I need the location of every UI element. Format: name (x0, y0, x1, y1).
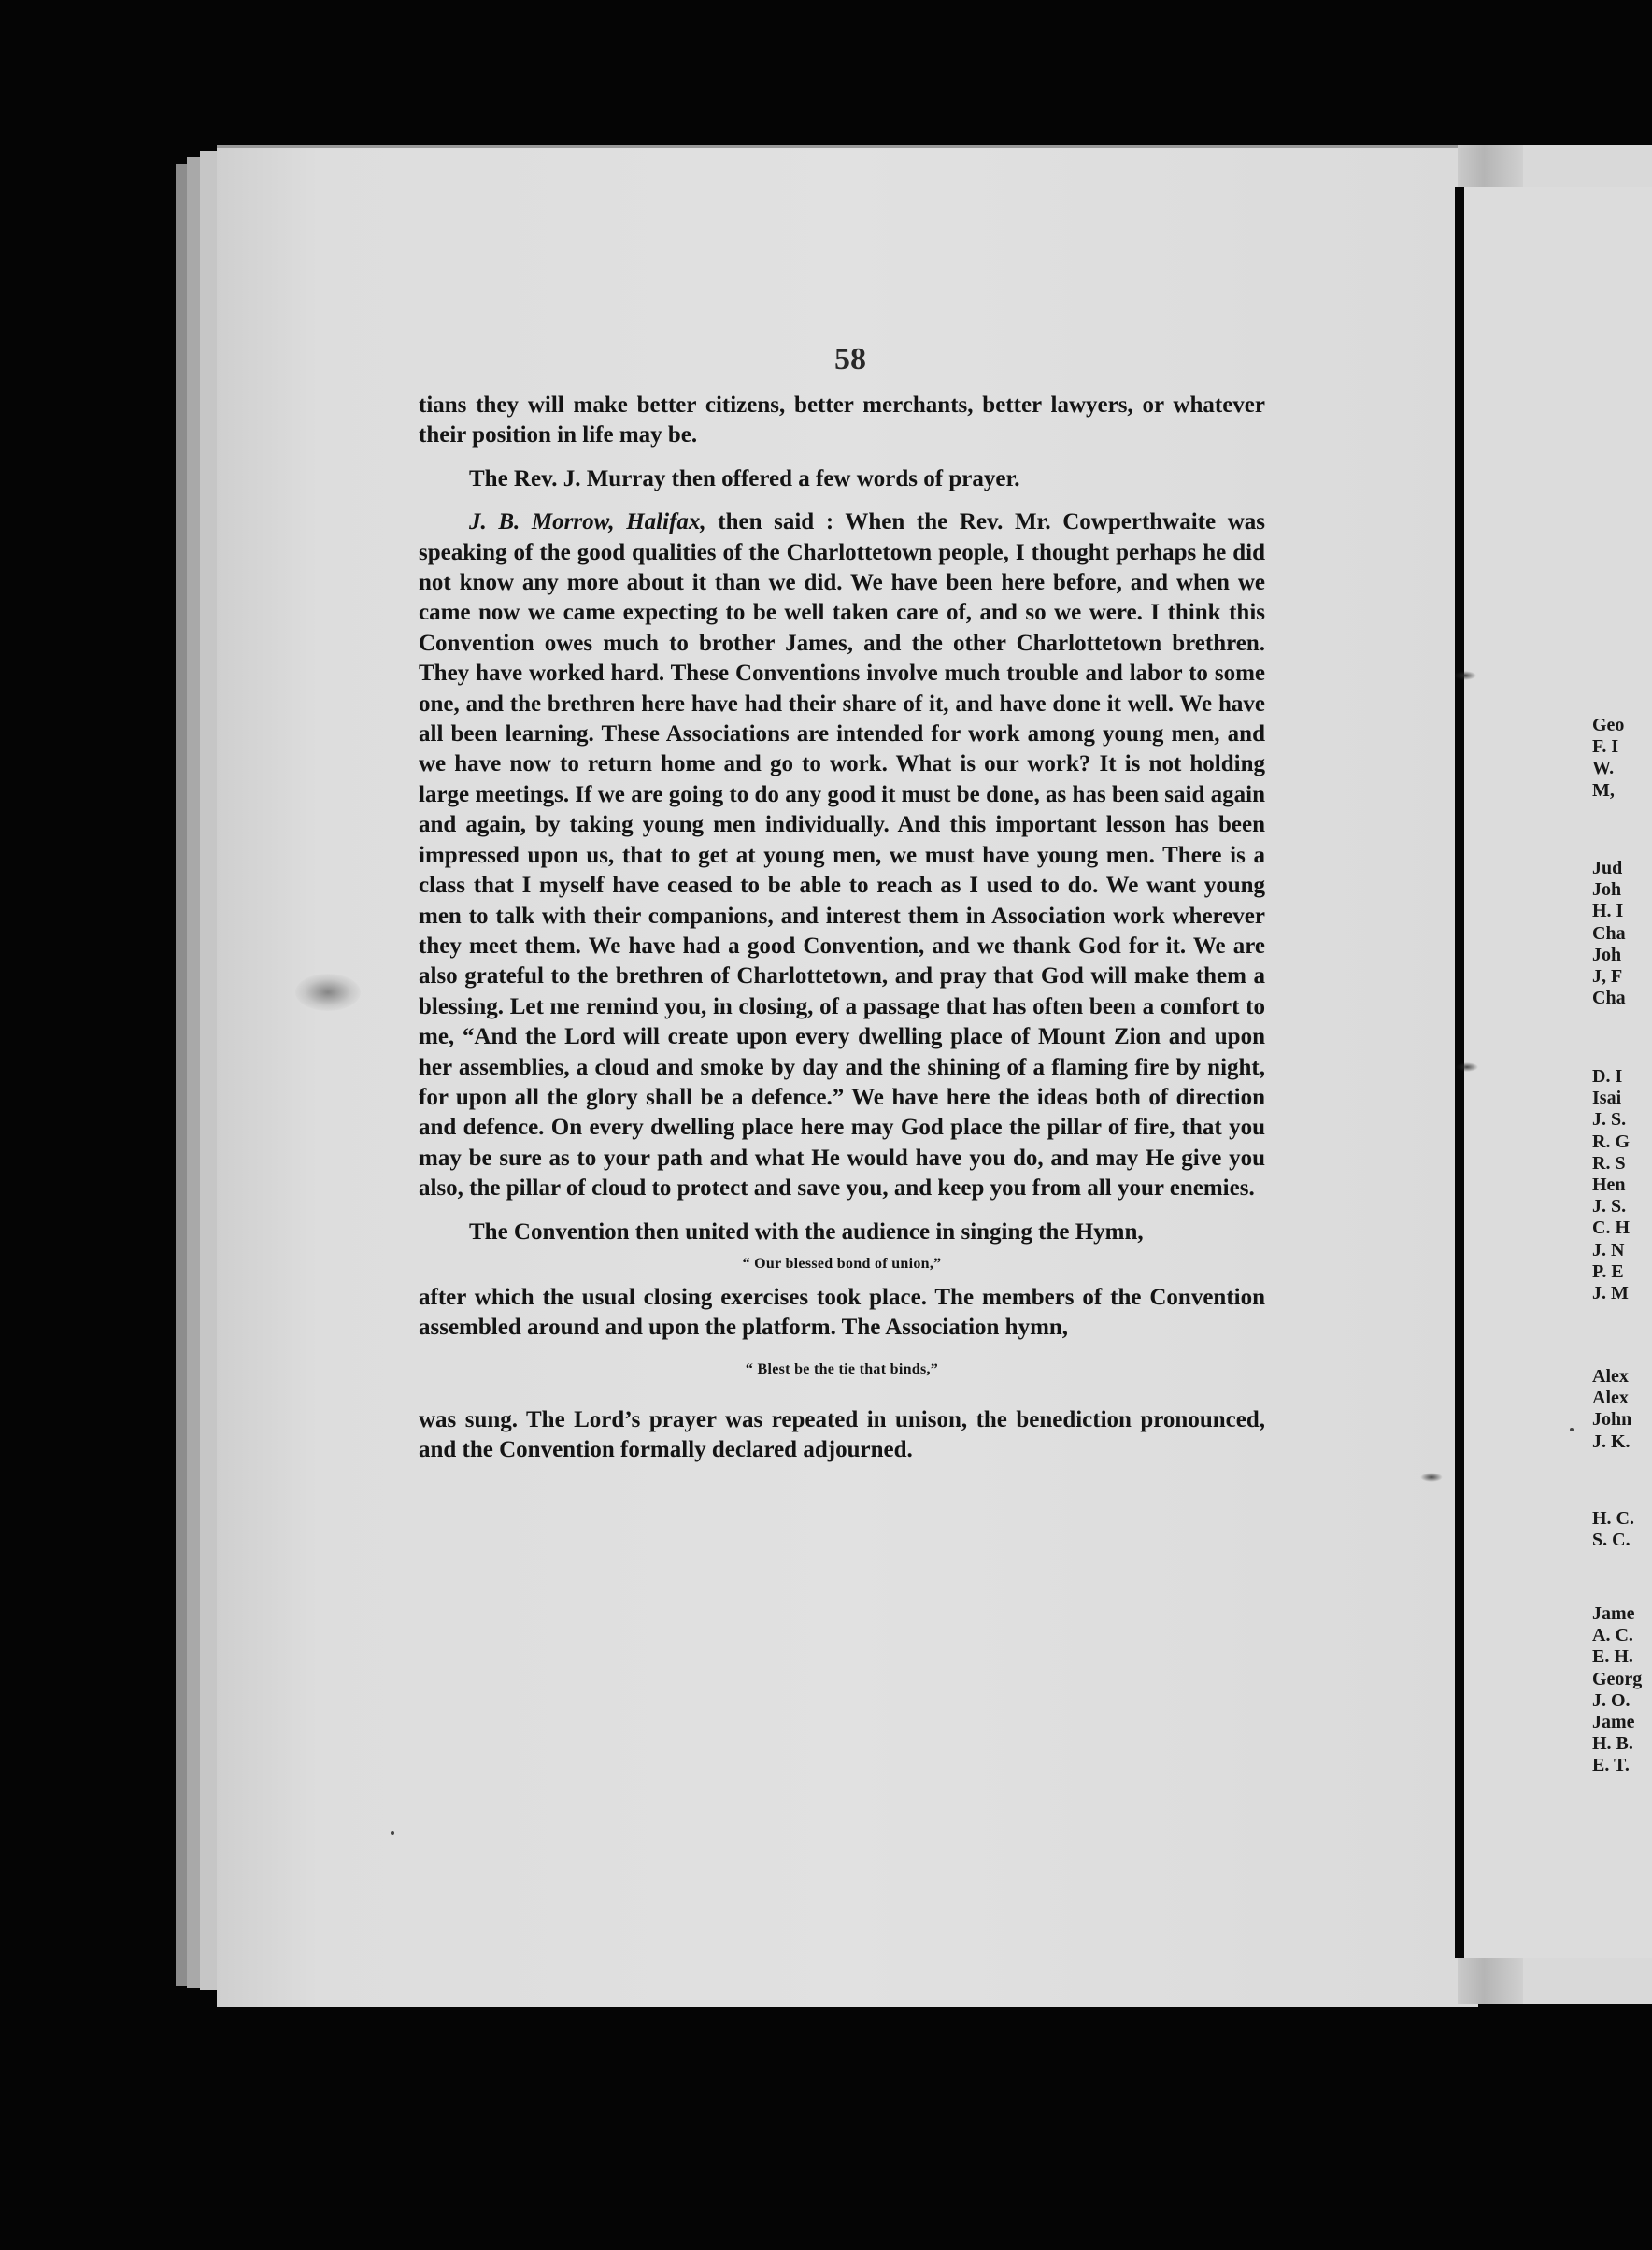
facing-line: J. S. (1592, 1109, 1627, 1131)
paragraph: The Rev. J. Murray then offered a few words of prayer. (469, 465, 1020, 491)
hymn-title: “ Our blessed bond of union,” (742, 1255, 942, 1272)
facing-line: Geo (1592, 715, 1625, 735)
speck (1570, 1428, 1574, 1431)
body-text (419, 391, 1265, 1466)
facing-line: E. T. (1592, 1755, 1630, 1776)
hymn-title: “ Blest be the tie that binds,” (745, 1360, 939, 1377)
ink-smudge (295, 974, 361, 1011)
facing-line: Isai (1592, 1088, 1622, 1109)
facing-line: J, F (1592, 966, 1623, 988)
facing-line: R. S (1592, 1152, 1626, 1174)
speech-text: then said : When the Rev. Mr. Cowperthwaite was speaking of the good qualities of the Charlottetown people, I thought perhaps he did not know any more about it than we did. We have been here before, and when we came now we came expecting to be well taken care of, and so we were. I think this Convention owes much to brother James, and the other Charlottetown brethren. They have worked hard. These Conventions involve much trouble and labor to some one, and the brethren here have had their share of it, and have done it well. We have all been learning. These Associations are intended for work among young men, and we have now to return home and go to work. What is our work? It is not holding large meetings. If we are going to do any good it must be done, as has been said again and again, by taking young men individually. And this important lesson has been impressed upon us, that to get at young men, we must have young men. There is a class that I myself have ceased to be able to reach as I used to do. We want young men to talk with their companions, and interest them in Association work wherever they meet them. We have had a good Convention, and we thank God for it. We are also grateful to the brethren of Charlottetown, and pray that God will make them a blessing. Let me remind you, in closing, of a passage that has often been a comfort to me, “And the Lord will create upon every dwelling place of Mount Zion and upon her assemblies, a cloud and smoke by day and the shining of a flaming fire by night, for upon all the glory shall be a defence.” We have here the ideas both of direction and defence. On every dwelling place here may God place the pillar of fire, that you may be sure as to your path and what He would have you do, and may He give you also, the pillar of cloud to protect and save you, and keep you from all your enemies. (419, 509, 1265, 1202)
facing-page-column (1592, 1508, 1652, 1551)
facing-line: C. H (1592, 1218, 1630, 1239)
facing-line: J. O. (1592, 1689, 1631, 1711)
facing-line: Alex (1592, 1388, 1629, 1409)
facing-page-column (1592, 1066, 1652, 1304)
facing-line: Joh (1592, 879, 1622, 901)
facing-line: Jud (1592, 858, 1623, 878)
facing-line: M, (1592, 779, 1615, 801)
facing-line: H. I (1592, 901, 1624, 922)
page-number: 58 (834, 342, 866, 377)
paragraph: was sung. The Lord’s prayer was repeated in unison, the benediction pronounced, and the Convention formally declared adjourned. (419, 1406, 1265, 1463)
speaker-name: J. B. Morrow, Halifax, (469, 509, 706, 535)
facing-line: D. I (1592, 1066, 1623, 1087)
facing-line: H. C. (1592, 1508, 1634, 1529)
facing-line: F. I (1592, 736, 1619, 758)
facing-line: A. C. (1592, 1625, 1633, 1646)
facing-line: Hen (1592, 1175, 1626, 1196)
paragraph: tians they will make better citizens, better merchants, better lawyers, or whatever their position in life may be. (419, 392, 1265, 449)
facing-line: J. S. (1592, 1196, 1627, 1218)
facing-line: J. K. (1592, 1431, 1631, 1452)
facing-line: P. E (1592, 1260, 1624, 1282)
facing-page-column (1592, 1366, 1652, 1453)
facing-line: Alex (1592, 1366, 1629, 1387)
binding-mark (1454, 671, 1476, 680)
paragraph (419, 507, 1265, 1203)
facing-line: J. M (1592, 1283, 1629, 1304)
facing-line: E. H. (1592, 1646, 1633, 1668)
facing-line: Cha (1592, 988, 1626, 1009)
facing-line: Georg (1592, 1668, 1643, 1689)
facing-line: W. (1592, 758, 1615, 779)
facing-line: R. G (1592, 1131, 1630, 1152)
paragraph: The Convention then united with the audience in singing the Hymn, (469, 1218, 1144, 1245)
facing-page-column (1592, 1603, 1652, 1777)
binding-mark (1420, 1473, 1443, 1482)
facing-line: Joh (1592, 944, 1622, 965)
binding-mark (1456, 1062, 1478, 1072)
facing-line: Cha (1592, 922, 1626, 944)
facing-line: J. N (1592, 1239, 1625, 1260)
binding-shadow-line (1455, 187, 1464, 1958)
facing-page-column (1592, 858, 1652, 1009)
speck (391, 1831, 394, 1835)
facing-line: S. C. (1592, 1530, 1631, 1551)
facing-line: Jame (1592, 1603, 1635, 1624)
facing-line: H. B. (1592, 1733, 1633, 1755)
facing-line: Jame (1592, 1712, 1635, 1733)
paragraph: after which the usual closing exercises took place. The members of the Convention assembled around and upon the platform. The Association hymn, (419, 1284, 1265, 1341)
facing-page-column (1592, 715, 1652, 802)
facing-line: John (1592, 1409, 1632, 1431)
